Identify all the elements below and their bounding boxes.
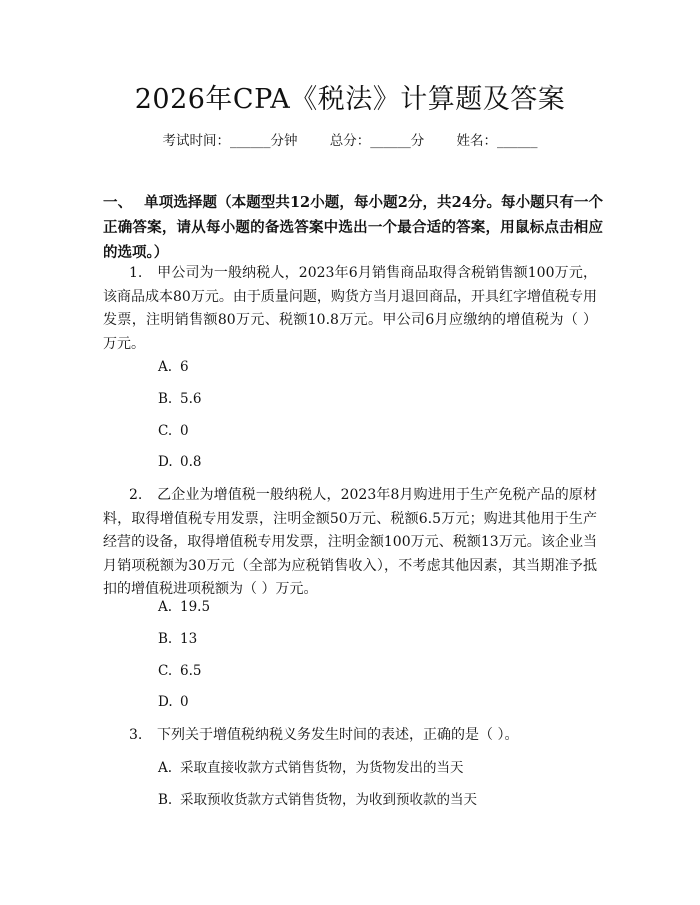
option-1d[interactable]: [158, 452, 201, 472]
option-2a[interactable]: [158, 597, 210, 617]
question-number: 2.: [129, 487, 143, 503]
option-letter: A.: [158, 359, 173, 375]
option-letter: A.: [158, 599, 173, 615]
student-name-field: 姓名：______: [456, 133, 538, 149]
option-letter: B.: [158, 631, 173, 647]
option-letter: D.: [158, 454, 173, 470]
question-3: [103, 724, 597, 748]
page-title: 2026年CPA《税法》计算题及答案: [134, 84, 566, 115]
option-3a[interactable]: [158, 758, 464, 778]
section-heading: [103, 190, 603, 265]
total-score-field: 总分：______分: [329, 133, 425, 149]
option-text: 0: [180, 694, 189, 710]
option-text: 19.5: [180, 599, 211, 615]
question-number: 1.: [129, 265, 143, 281]
question-number: 3.: [129, 727, 143, 743]
option-text: 6.5: [180, 663, 202, 679]
option-letter: B.: [158, 792, 173, 808]
option-text: 0.8: [180, 454, 202, 470]
option-3b[interactable]: [158, 790, 477, 810]
section-instructions: 单项选择题（本题型共12小题，每小题2分，共24分。每小题只有一个正确答案，请从每小题的备选答案中选出一个最合适的答案，用鼠标点击相应的选项。）: [103, 194, 604, 261]
option-text: 采取预收货款方式销售货物，为收到预收款的当天: [180, 792, 477, 808]
option-text: 采取直接收款方式销售货物，为货物发出的当天: [180, 760, 464, 776]
exam-time-field: 考试时间：______分钟: [162, 133, 298, 149]
question-2: [103, 484, 597, 602]
option-text: 13: [180, 631, 198, 647]
option-1a[interactable]: [158, 357, 189, 377]
option-letter: B.: [158, 391, 173, 407]
option-text: 0: [180, 423, 189, 439]
option-letter: C.: [158, 423, 173, 439]
question-text: 下列关于增值税纳税义务发生时间的表述，正确的是（ ）。: [157, 727, 519, 743]
option-letter: D.: [158, 694, 173, 710]
question-text: 乙企业为增值税一般纳税人，2023年8月购进用于生产免税产品的原材料，取得增值税专用发票，注明金额50万元、税额6.5万元；购进其他用于生产经营的设备，取得增值税专用发票，注明金额100万元、税额13万元。该企业当月销项税额为30万元（全部为应税销售收入），不考虑其他因素，其当期准予抵扣的增值税进项税额为（ ）万元。: [103, 487, 597, 597]
option-2d[interactable]: [158, 692, 189, 712]
option-text: 6: [180, 359, 189, 375]
question-1: [103, 262, 597, 356]
section-number: 一、: [103, 194, 133, 211]
exam-meta: [0, 131, 700, 151]
question-text: 甲公司为一般纳税人，2023年6月销售商品取得含税销售额100万元，该商品成本80万元。由于质量问题，购货方当月退回商品，开具红字增值税专用发票，注明销售额80万元、税额10.8万元。甲公司6月应缴纳的增值税为（ ）万元。: [103, 265, 597, 352]
option-1b[interactable]: [158, 389, 201, 409]
option-1c[interactable]: [158, 421, 189, 441]
option-text: 5.6: [180, 391, 202, 407]
option-letter: A.: [158, 760, 173, 776]
option-2c[interactable]: [158, 661, 201, 681]
option-letter: C.: [158, 663, 173, 679]
option-2b[interactable]: [158, 629, 197, 649]
